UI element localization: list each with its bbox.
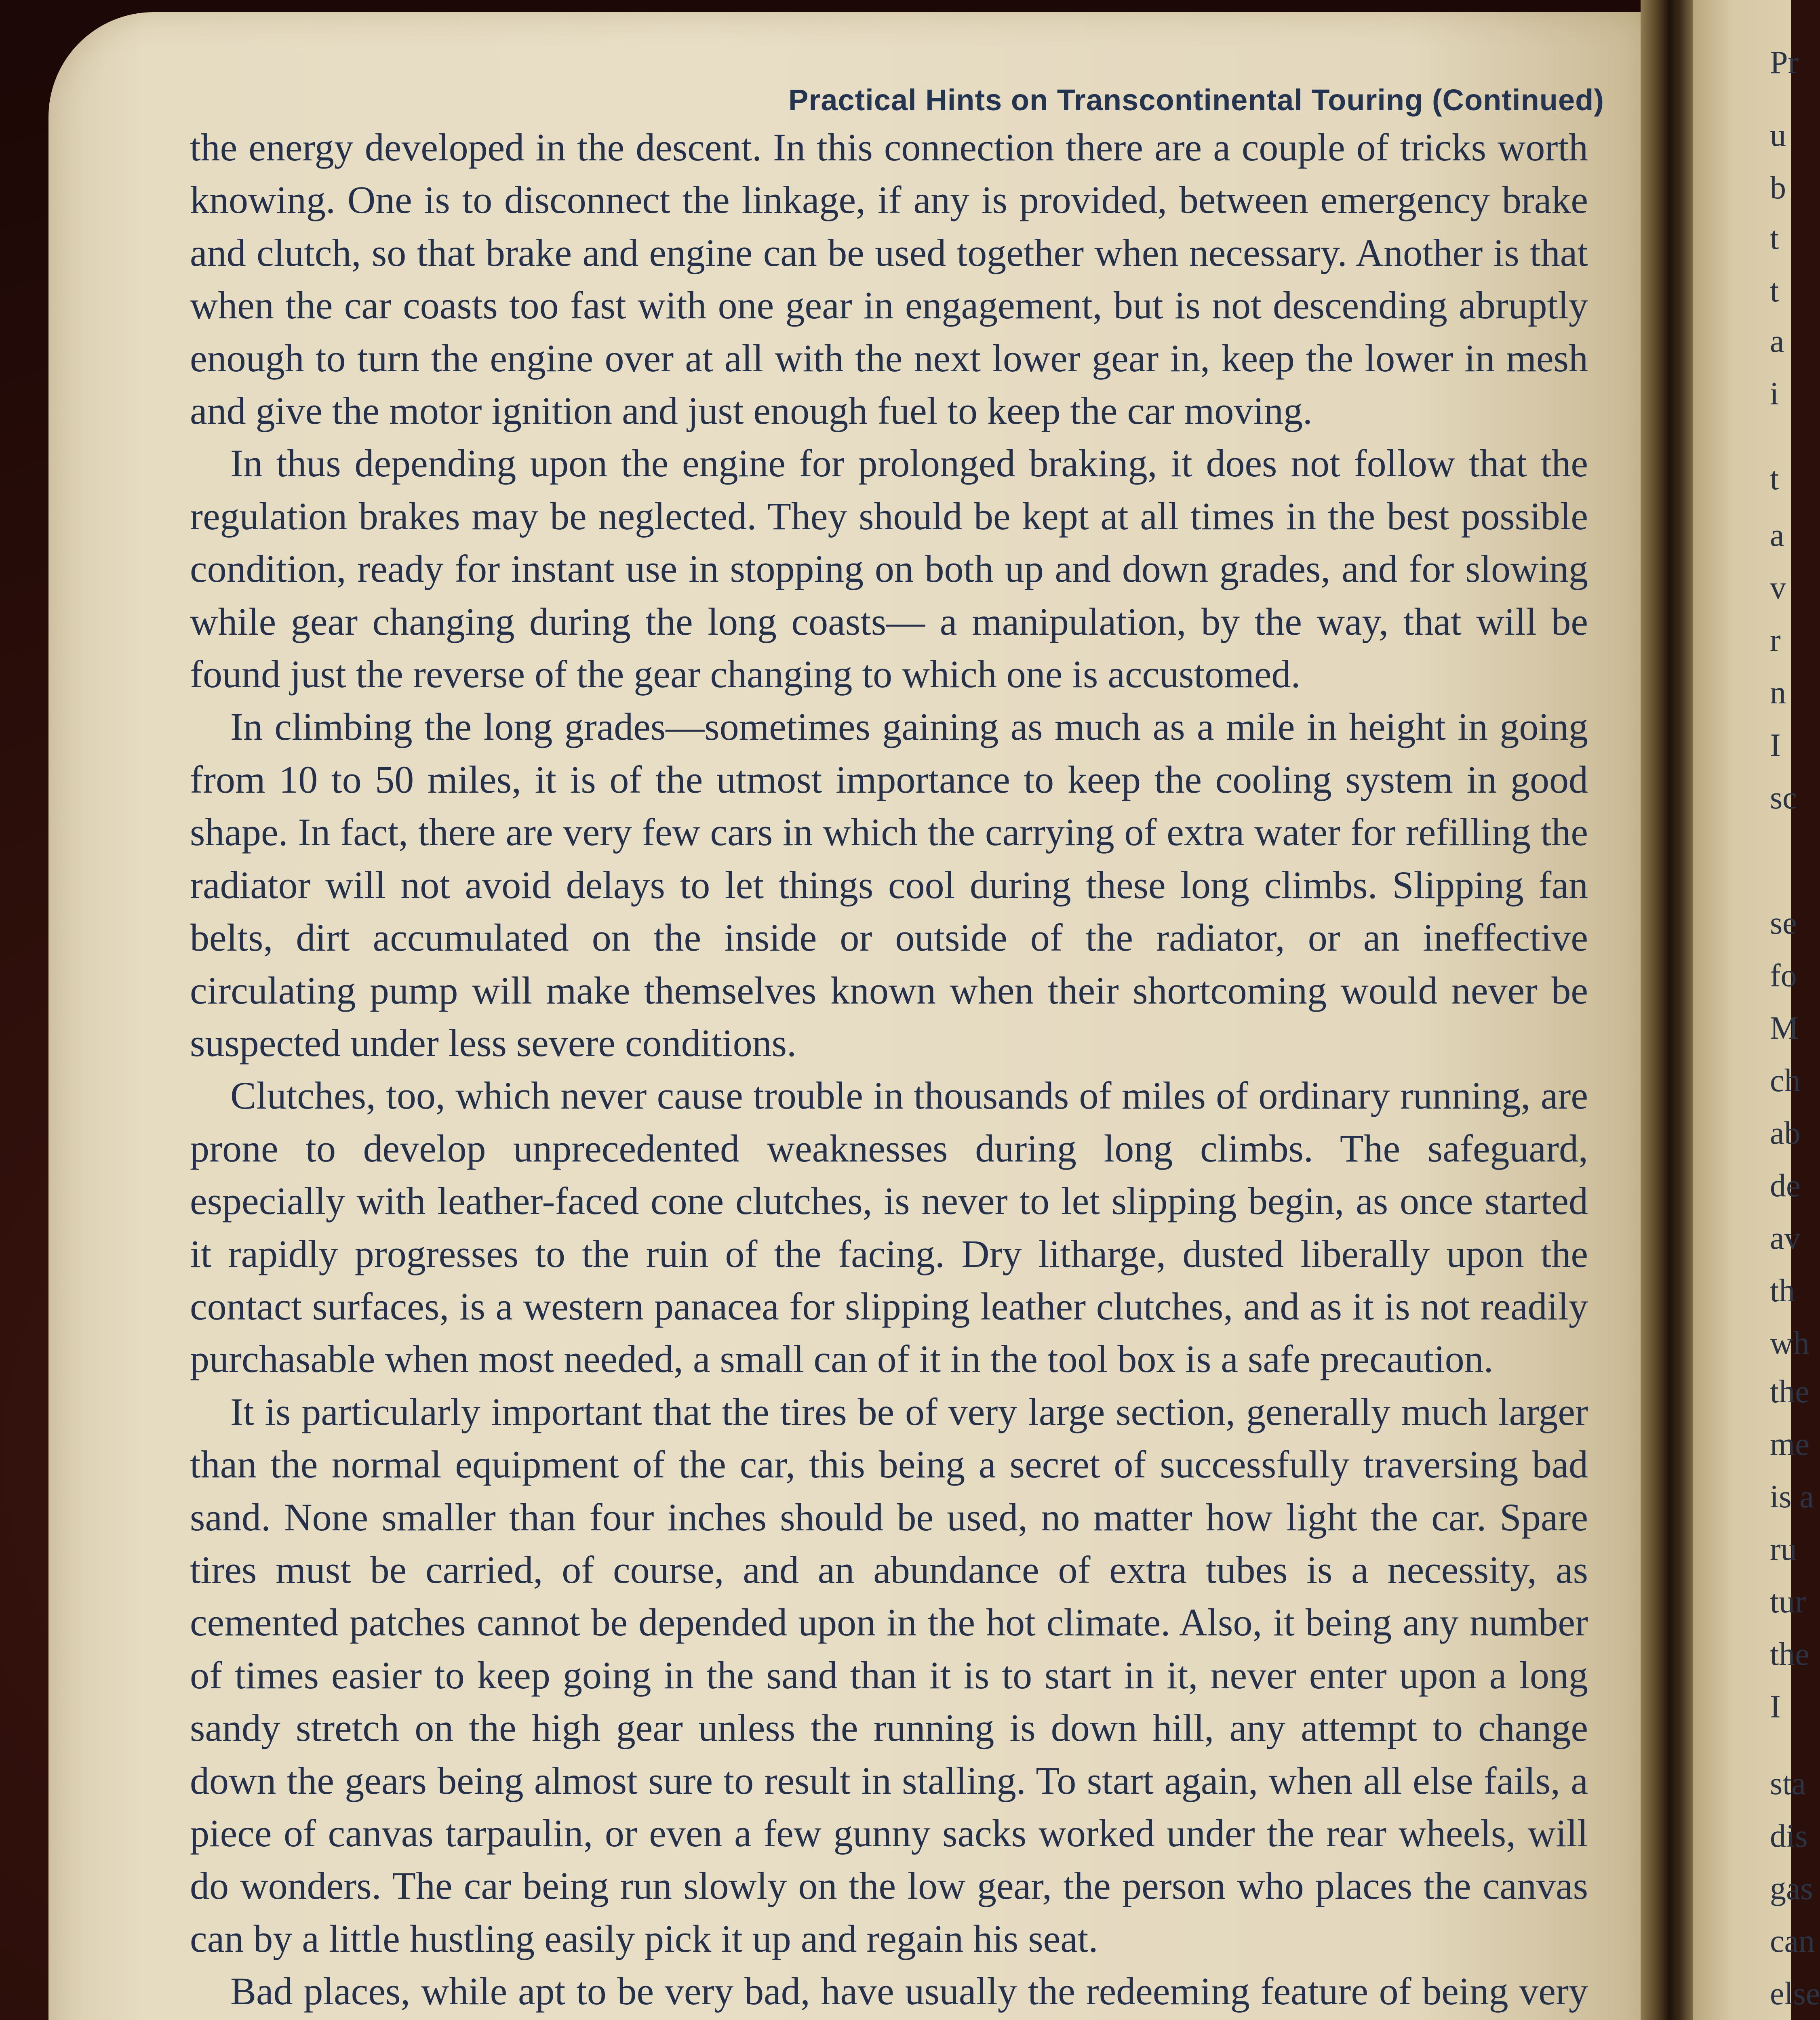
facing-page-fragment: the: [1770, 1374, 1809, 1410]
facing-page-fragment: sc: [1770, 780, 1797, 816]
facing-page-fragment: n: [1770, 675, 1786, 711]
facing-page-fragment: fo: [1770, 958, 1797, 993]
facing-page-fragment: the: [1770, 1637, 1809, 1672]
facing-page-fragment: u: [1770, 118, 1786, 153]
paragraph: In climbing the long grades—sometimes gaining as much as a mile in height in going from 10 to 50 miles, it is of the utmost importance to keep the cooling system in good shape. In fact, there are very few cars in which the carrying of extra water for refilling the radiator will not avoid delays to let things cool during these long climbs. Slipping fan belts, dirt accumulated on the inside or outside of the radiator, or an ineffective circulating pump will make themselves known when their shortcoming would never be suspected under less severe conditions.: [190, 705, 1588, 1065]
facing-page-fragment: de: [1770, 1168, 1801, 1204]
facing-page-fragment: wh: [1770, 1326, 1809, 1361]
facing-page-fragment: dis: [1770, 1818, 1808, 1854]
facing-page: [1693, 0, 1820, 2020]
paragraph: Bad places, while apt to be very bad, have usually the redeeming feature of being very: [230, 1970, 1588, 2013]
facing-page-fragment: t: [1770, 221, 1779, 256]
paragraph: In thus depending upon the engine for prolonged braking, it does not follow that the regulation brakes may be neglected. They should be kept at all times in the best possible condition, ready for instant use in stopping on both up and down grades, and for slowing while gear changing during the long coasts— a manipulation, by the way, that will be found just the reverse of the gear changing to which one is accustomed.: [190, 442, 1588, 696]
paragraph: the energy developed in the descent. In this connection there are a couple of tricks worth knowing. One is to disconnect the linkage, if any is provided, between emergency brake and clutch, so that brake and engine can be used together when necessary. Another is that when the car coasts too fast with one gear in engagement, but is not descending abruptly enough to turn the engine over at all with the next lower gear in, keep the lower in mesh and give the motor ignition and just enough fuel to keep the car moving.: [190, 126, 1588, 433]
paragraph: It is particularly important that the tires be of very large section, generally much larger than the normal equipment of the car, this being a secret of successfully traversing bad sand. None smaller than four inches should be used, no matter how light the car. Spare tires must be carried, of course, and an abundance of extra tubes is a necessity, as cemented patches cannot be depended upon in the hot climate. Also, it being any number of times easier to keep going in the sand than it is to start in it, never enter upon a long sandy stretch on the high gear unless the running is down hill, any attempt to change down the gears being almost sure to result in stalling. To start again, when all else fails, a piece of canvas tarpaulin, or even a few gunny sacks worked under the rear wheels, will do wonders. The car being run slowly on the low gear, the person who places the canvas can by a little hustling easily pick it up and regain his seat.: [190, 1390, 1588, 1960]
facing-page-fragment: av: [1770, 1220, 1801, 1256]
facing-page-fragment: gas: [1770, 1871, 1813, 1906]
body-text: [190, 121, 1588, 2020]
facing-page-fragment: Pr: [1770, 45, 1799, 80]
facing-page-fragment: I: [1770, 1689, 1781, 1725]
facing-page-fragment: can: [1770, 1923, 1815, 1959]
facing-page-fragment: i: [1770, 376, 1779, 412]
facing-page-fragment: v: [1770, 570, 1786, 606]
facing-page-fragment: t: [1770, 273, 1779, 309]
facing-page-fragment: ru: [1770, 1532, 1797, 1567]
facing-page-fragment: tur: [1770, 1584, 1806, 1620]
facing-page-fragment: sta: [1770, 1766, 1806, 1801]
facing-page-fragment: r: [1770, 623, 1781, 658]
facing-page-fragment: a: [1770, 518, 1784, 553]
book-gutter: [1641, 0, 1693, 2020]
facing-page-fragment: b: [1770, 170, 1786, 206]
facing-page-fragment: th: [1770, 1273, 1795, 1309]
facing-page-fragment: me: [1770, 1427, 1809, 1462]
facing-page-fragment: a: [1770, 324, 1784, 359]
facing-page-fragment: I: [1770, 728, 1781, 763]
facing-page-fragment: se: [1770, 905, 1797, 941]
facing-page-fragment: is a: [1770, 1479, 1814, 1515]
facing-page-fragment: t: [1770, 461, 1779, 497]
running-head: Practical Hints on Transcontinental Touring (Continued): [788, 83, 1604, 117]
facing-page-fragment: M: [1770, 1010, 1799, 1046]
facing-page-fragment: else: [1770, 1976, 1820, 2012]
facing-page-fragment: ab: [1770, 1115, 1801, 1151]
facing-page-fragment: ch: [1770, 1063, 1801, 1098]
paragraph: Clutches, too, which never cause trouble in thousands of miles of ordinary running, are prone to develop unprecedented weaknesses during long climbs. The safeguard, especially with leather-faced cone clutches, is never to let slipping begin, as once started it rapidly progresses to the ruin of the facing. Dry litharge, dusted liberally upon the contact surfaces, is a western panacea for slipping leather clutches, and as it is not readily purchasable when most needed, a small can of it in the tool box is a safe precaution.: [190, 1074, 1588, 1381]
